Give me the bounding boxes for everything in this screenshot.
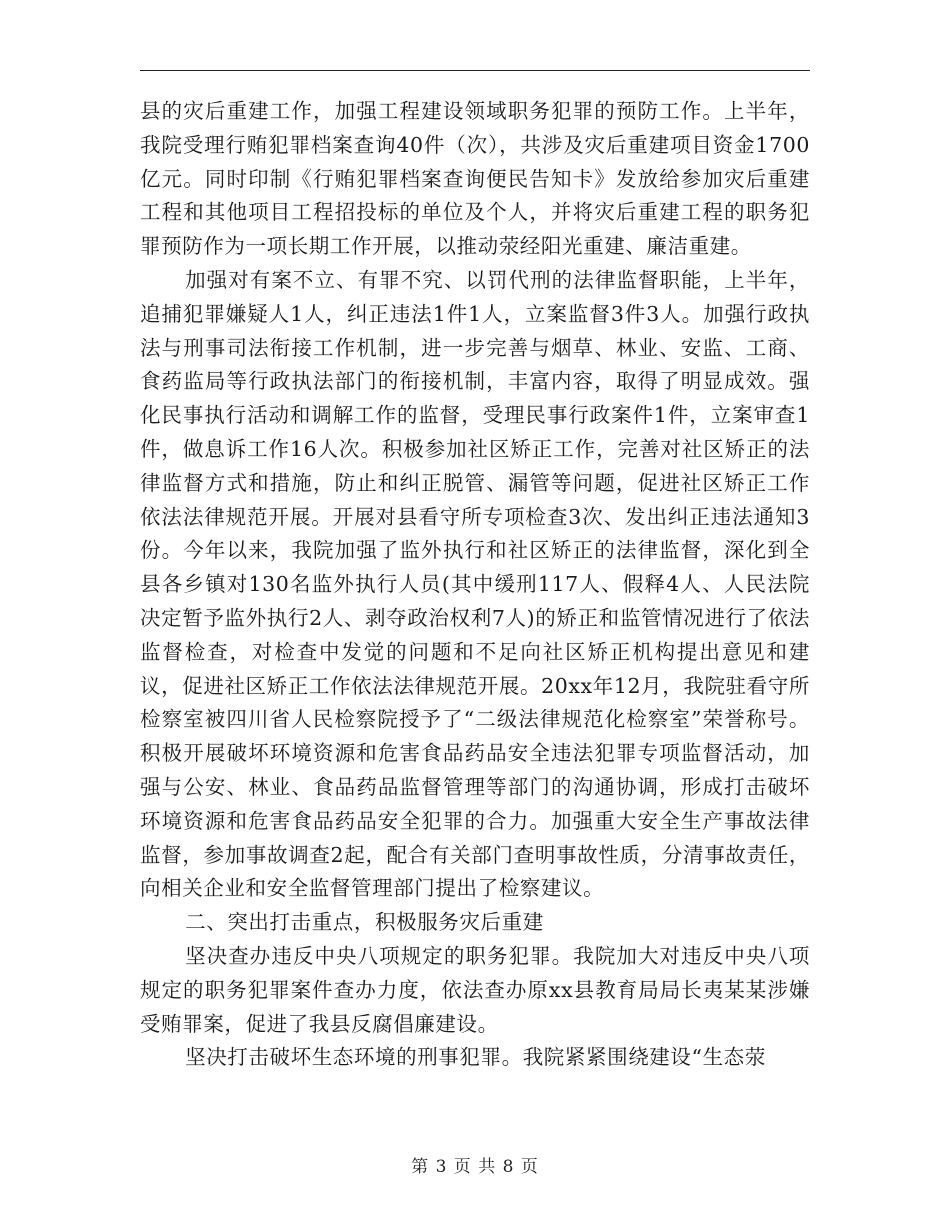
document-body [140, 95, 810, 1075]
paragraph-legal-supervision: 加强对有案不立、有罪不究、以罚代刑的法律监督职能，上半年，追捕犯罪嫌疑人1人，纠正违法1件1人，立案监督3件3人。加强行政执法与刑事司法衔接工作机制，进一步完善与烟草、林业、安监、工商、食药监局等行政执法部门的衔接机制，丰富内容，取得了明显成效。强化民事执行活动和调解工作的监督，受理民事行政案件1件，立案审查1件，做息诉工作16人次。积极参加社区矫正工作，完善对社区矫正的法律监督方式和措施，防止和纠正脱管、漏管等问题，促进社区矫正工作依法法律规范开展。开展对县看守所专项检查3次、发出纠正违法通知3份。今年以来，我院加强了监外执行和社区矫正的法律监督，深化到全县各乡镇对130名监外执行人员(其中缓刑117人、假释4人、人民法院决定暂予监外执行2人、剥夺政治权利7人)的矫正和监管情况进行了依法监督检查，对检查中发觉的问题和不足向社区矫正机构提出意见和建议，促进社区矫正工作依法法律规范开展。20xx年12月，我院驻看守所检察室被四川省人民检察院授予了“二级法律规范化检察室”荣誉称号。积极开展破坏环境资源和危害食品药品安全违法犯罪专项监督活动，加强与公安、林业、食品药品监督管理等部门的沟通协调，形成打击破坏环境资源和危害食品药品安全犯罪的合力。加强重大安全生产事故法律监督，参加事故调查2起，配合有关部门查明事故性质，分清事故责任，向相关企业和安全监督管理部门提出了检察建议。 [140, 267, 810, 901]
section-heading: 二、突出打击重点，积极服务灾后重建 [185, 910, 544, 935]
paragraph-ecology: 坚决打击破坏生态环境的刑事犯罪。我院紧紧围绕建设“生态荥 [185, 1045, 766, 1070]
page-number: 第 3 页 共 8 页 [411, 1157, 539, 1177]
paragraph-eight-rules: 坚决查办违反中央八项规定的职务犯罪。我院加大对违反中央八项规定的职务犯罪案件查办力度，依法查办原xx县教育局局长夷某某涉嫌受贿罪案，促进了我县反腐倡廉建设。 [140, 943, 810, 1036]
header-rule [140, 70, 810, 71]
paragraph-continuation: 县的灾后重建工作，加强工程建设领域职务犯罪的预防工作。上半年，我院受理行贿犯罪档案查询40件（次），共涉及灾后重建项目资金1700亿元。同时印制《行贿犯罪档案查询便民告知卡》发放给参加灾后重建工程和其他项目工程招投标的单位及个人，并将灾后重建工程的职务犯罪预防作为一项长期工作开展，以推动荥经阳光重建、廉洁重建。 [140, 99, 810, 259]
